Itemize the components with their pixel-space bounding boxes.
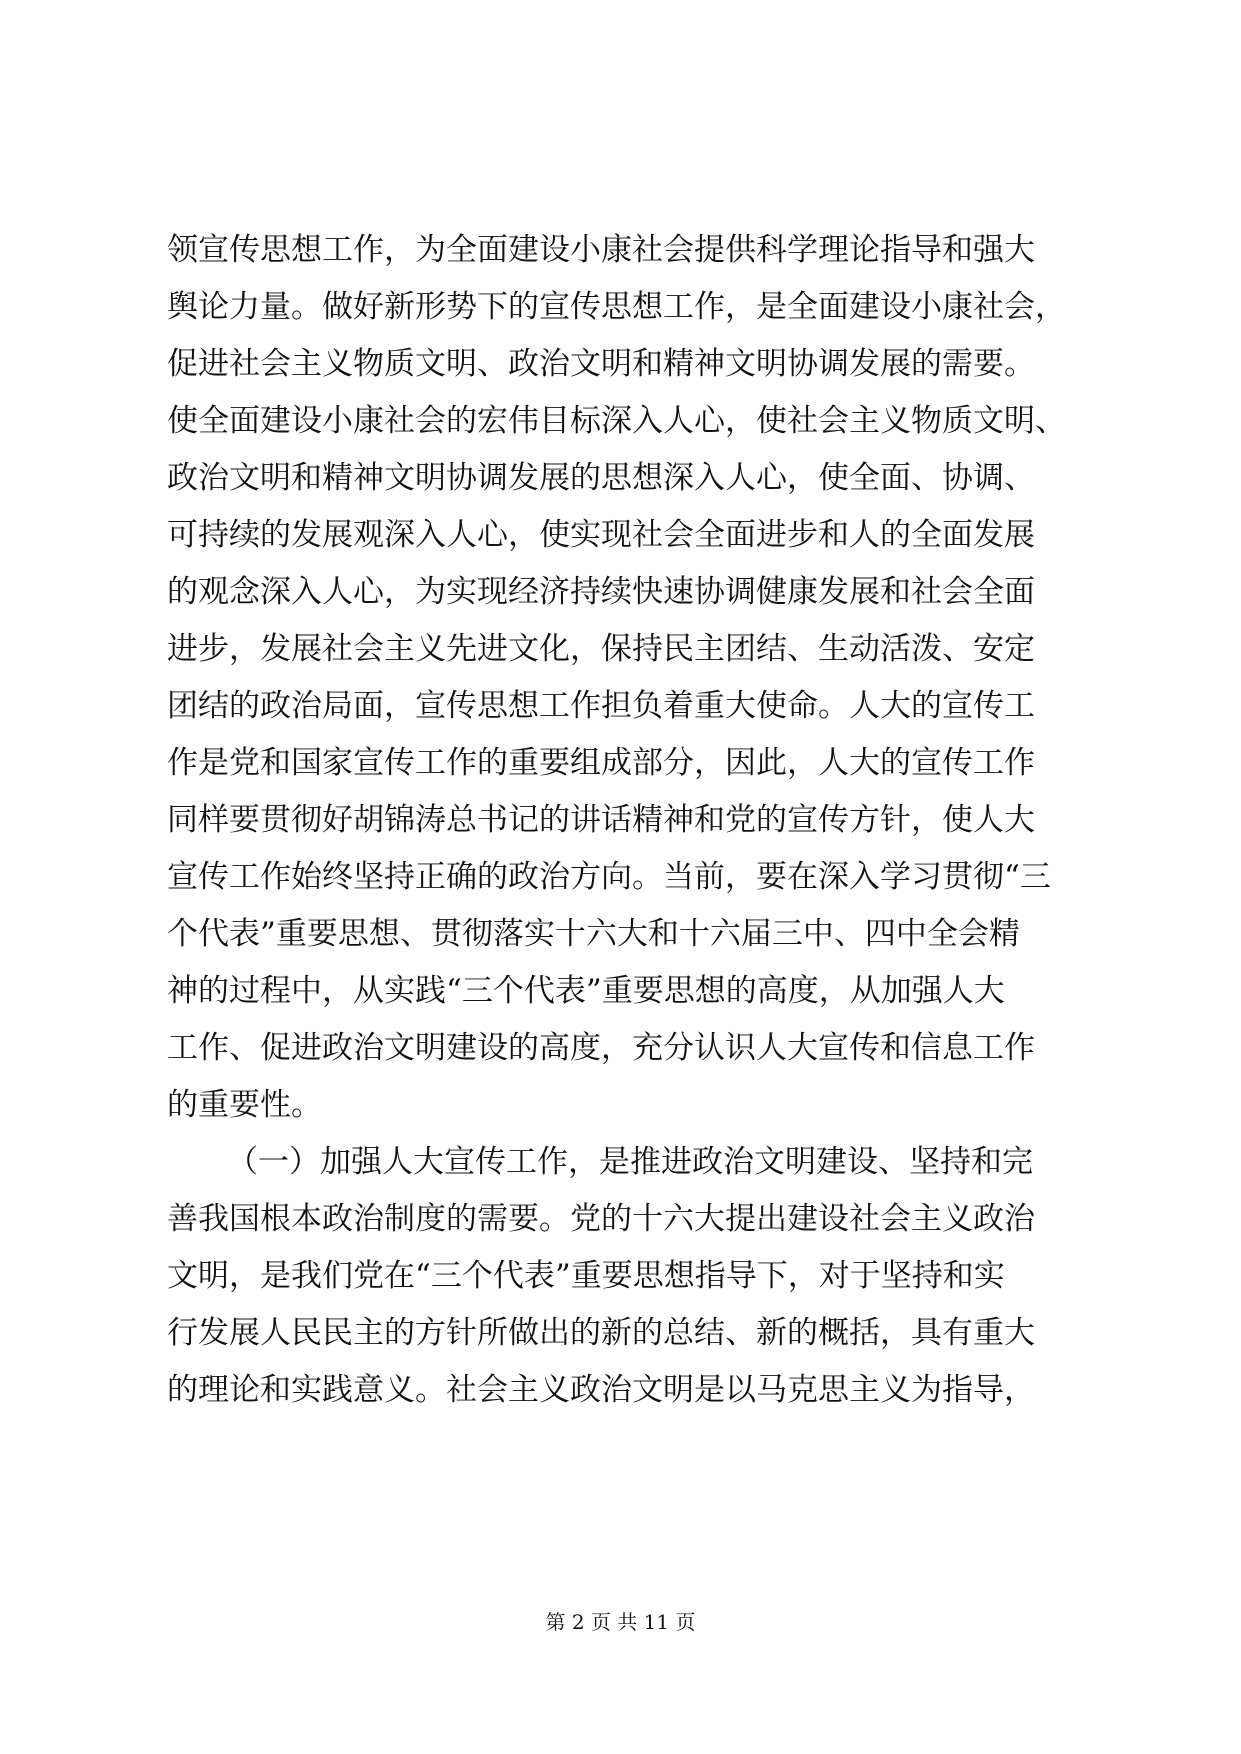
text-line: 的理论和实践意义。社会主义政治文明是以马克思主义为指导， (167, 1372, 1035, 1408)
text-line: 宣传工作始终坚持正确的政治方向。当前，要在深入学习贯彻“三 (167, 859, 1051, 895)
text-line: 个代表”重要思想、贯彻落实十六大和十六届三中、四中全会精 (167, 916, 1020, 952)
text-line: 使全面建设小康社会的宏伟目标深入人心，使社会主义物质文明、 (167, 403, 1066, 439)
text-line: 作是党和国家宣传工作的重要组成部分，因此，人大的宣传工作 (167, 745, 1035, 781)
text-line: 团结的政治局面，宣传思想工作担负着重大使命。人大的宣传工 (167, 688, 1035, 724)
section-heading-line: （一）加强人大宣传工作，是推进政治文明建设、坚持和完 (227, 1144, 1033, 1180)
text-line: 的观念深入人心，为实现经济持续快速协调健康发展和社会全面 (167, 574, 1035, 610)
text-line: 可持续的发展观深入人心，使实现社会全面进步和人的全面发展 (167, 517, 1035, 553)
text-line: 文明，是我们党在“三个代表”重要思想指导下，对于坚持和实 (167, 1258, 1005, 1294)
text-line: 善我国根本政治制度的需要。党的十六大提出建设社会主义政治 (167, 1201, 1035, 1237)
text-line: 领宣传思想工作，为全面建设小康社会提供科学理论指导和强大 (167, 232, 1035, 268)
text-line: 神的过程中，从实践“三个代表”重要思想的高度，从加强人大 (167, 973, 1005, 1009)
text-line: 的重要性。 (167, 1087, 322, 1123)
text-line: 政治文明和精神文明协调发展的思想深入人心，使全面、协调、 (167, 460, 1035, 496)
page-footer: 第 2 页 共 11 页 (545, 1610, 696, 1634)
text-line: 工作、促进政治文明建设的高度，充分认识人大宣传和信息工作 (167, 1030, 1035, 1066)
text-line: 行发展人民民主的方针所做出的新的总结、新的概括，具有重大 (167, 1315, 1035, 1351)
text-line: 进步，发展社会主义先进文化，保持民主团结、生动活泼、安定 (167, 631, 1035, 667)
text-line: 舆论力量。做好新形势下的宣传思想工作，是全面建设小康社会， (167, 289, 1066, 325)
text-line: 同样要贯彻好胡锦涛总书记的讲话精神和党的宣传方针，使人大 (167, 802, 1035, 838)
text-line: 促进社会主义物质文明、政治文明和精神文明协调发展的需要。 (167, 346, 1035, 382)
